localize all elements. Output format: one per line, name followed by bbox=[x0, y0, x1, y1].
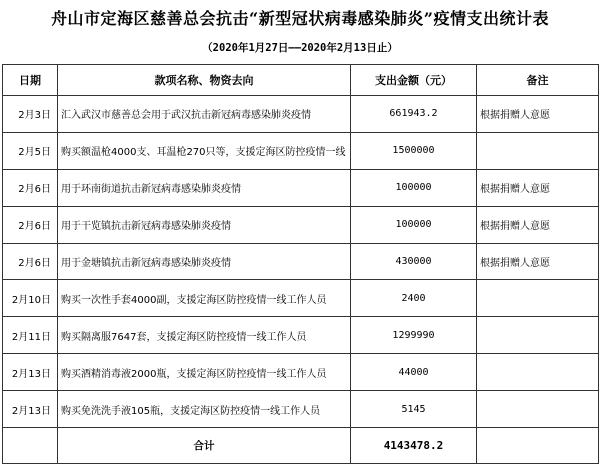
header-note: 备注 bbox=[477, 65, 599, 96]
table-row bbox=[3, 243, 599, 280]
row-description: 用于干览镇抗击新冠病毒感染肺炎疫情 bbox=[58, 206, 351, 243]
header-description: 款项名称、物资去向 bbox=[58, 65, 351, 96]
row-amount: 430000 bbox=[351, 243, 477, 280]
row-date: 2月3日 bbox=[3, 96, 58, 133]
row-date: 2月5日 bbox=[3, 132, 58, 169]
row-amount: 661943.2 bbox=[351, 96, 477, 133]
table-row bbox=[3, 280, 599, 317]
page-title: 舟山市定海区慈善总会抗击“新型冠状病毒感染肺炎”疫情支出统计表 bbox=[51, 9, 549, 28]
table-row bbox=[3, 354, 599, 391]
table-row bbox=[3, 132, 599, 169]
row-description: 用于环南街道抗击新冠病毒感染肺炎疫情 bbox=[58, 169, 351, 206]
table-row bbox=[3, 317, 599, 354]
row-amount: 100000 bbox=[351, 206, 477, 243]
total-amount: 4143478.2 bbox=[351, 428, 477, 464]
table-row bbox=[3, 96, 599, 133]
row-note: 根据捐赠人意愿 bbox=[477, 96, 599, 133]
table-row bbox=[3, 391, 599, 428]
row-note bbox=[477, 354, 599, 391]
date-range-subtitle: （2020年1月27日——2020年2月13日止） bbox=[202, 42, 398, 54]
row-note: 根据捐赠人意愿 bbox=[477, 206, 599, 243]
row-amount: 100000 bbox=[351, 169, 477, 206]
row-date: 2月10日 bbox=[3, 280, 58, 317]
total-label: 合计 bbox=[58, 428, 351, 464]
row-note bbox=[477, 132, 599, 169]
total-empty-cell bbox=[3, 428, 58, 464]
row-note: 根据捐赠人意愿 bbox=[477, 243, 599, 280]
header-amount: 支出金额（元） bbox=[351, 65, 477, 96]
table-row bbox=[3, 169, 599, 206]
row-date: 2月6日 bbox=[3, 169, 58, 206]
row-description: 购买隔离服7647套，支援定海区防控疫情一线工作人员 bbox=[58, 317, 351, 354]
row-description: 用于金塘镇抗击新冠病毒感染肺炎疫情 bbox=[58, 243, 351, 280]
row-date: 2月6日 bbox=[3, 206, 58, 243]
row-date: 2月13日 bbox=[3, 391, 58, 428]
row-amount: 1500000 bbox=[351, 132, 477, 169]
total-row bbox=[3, 428, 599, 464]
row-description: 购买酒精消毒液2000瓶，支援定海区防控疫情一线工作人员 bbox=[58, 354, 351, 391]
header-date: 日期 bbox=[3, 65, 58, 96]
row-note bbox=[477, 391, 599, 428]
row-date: 2月11日 bbox=[3, 317, 58, 354]
expense-table bbox=[2, 64, 599, 464]
row-amount: 5145 bbox=[351, 391, 477, 428]
row-description: 购买一次性手套4000副，支援定海区防控疫情一线工作人员 bbox=[58, 280, 351, 317]
row-description: 汇入武汉市慈善总会用于武汉抗击新冠病毒感染肺炎疫情 bbox=[58, 96, 351, 133]
row-amount: 2400 bbox=[351, 280, 477, 317]
row-date: 2月13日 bbox=[3, 354, 58, 391]
row-amount: 44000 bbox=[351, 354, 477, 391]
row-date: 2月6日 bbox=[3, 243, 58, 280]
row-note bbox=[477, 317, 599, 354]
row-description: 购买额温枪4000支、耳温枪270只等，支援定海区防控疫情一线 bbox=[58, 132, 351, 169]
row-note bbox=[477, 280, 599, 317]
row-note: 根据捐赠人意愿 bbox=[477, 169, 599, 206]
total-note-cell bbox=[477, 428, 599, 464]
row-description: 购买免洗洗手液105瓶，支援定海区防控疫情一线工作人员 bbox=[58, 391, 351, 428]
table-row bbox=[3, 206, 599, 243]
row-amount: 1299990 bbox=[351, 317, 477, 354]
table-header-row bbox=[3, 65, 599, 96]
